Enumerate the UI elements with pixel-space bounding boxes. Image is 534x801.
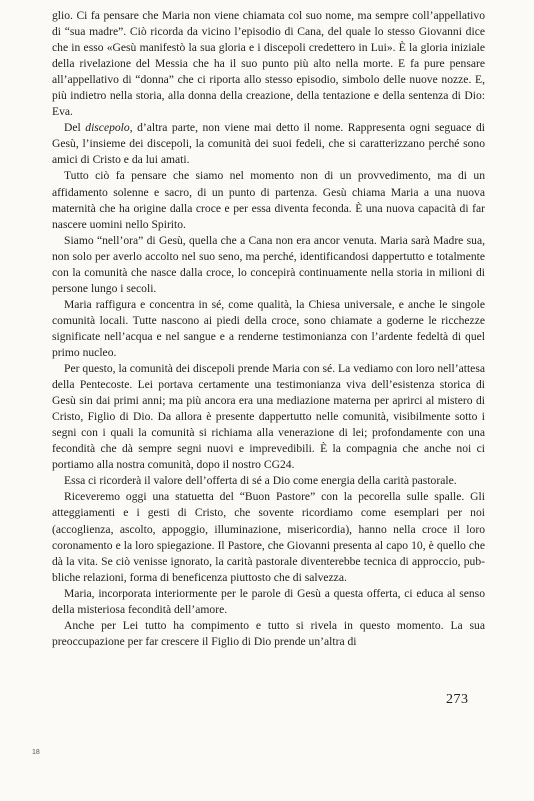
paragraph-5: Maria raffigura e concentra in sé, come qualità, la Chiesa universale, e anche le singole comunità locali. Tutte nascono ai piedi della croce, sono chiamate a goderne le ricchezze significate nell’acqua e nel sangue e a renderne testimonianza con l’ardente fedeltà di quel primo nucleo. (52, 297, 485, 359)
printer-mark: 18 (32, 749, 40, 756)
paragraph-6: Per questo, la comunità dei discepoli prende Maria con sé. La vediamo con loro nell’attesa della Pentecoste. Lei portava certamente una testimonianza viva dell’esistenza storica di Gesù sin dai primi anni; ma più ancora era una mediazione materna per aprirci al mistero di Cristo, Figlio di Dio. Da allora è presente dappertutto nelle comunità, visibilmente sotto i segni con i quali la comunità si richiama alla venerazione di lei; profondamente con una fecondità che dà sempre segni nuovi e imprevedibili. È la compagnia che anche noi ci portiamo alla nostra comunità, dopo il nostro CG24. (52, 362, 485, 472)
paragraph-2-text: , d’altra parte, non viene mai detto il nome. Rappresenta ogni seguace di Gesù, l’insieme dei discepoli, la comunità dei suoi fedeli, che si caratterizzano perché sono amici di Cristo e da lui amati. (52, 121, 485, 167)
body-text (52, 8, 485, 650)
paragraph-7: Essa ci ricorderà il valore dell’offerta di sé a Dio come energia della carità pastorale. (64, 474, 457, 488)
italic-word: discepolo (85, 121, 130, 135)
paragraph-10: Anche per Lei tutto ha compimento e tutto si rivela in questo momento. La sua preoccupazione per far crescere il Figlio di Dio prende un’altra di (52, 618, 485, 648)
paragraph-8: Riceveremo oggi una statuetta del “Buon Pastore” con la pecorella sulle spalle. Gli atteggiamenti e i gesti di Cristo, che sovente ricordiamo come esemplari per noi (accoglienza, ascolto, appoggio, illuminazione, misericordia), hanno nella croce il loro coronamento e la loro spiegazione. Il Pastore, che Giovanni presenta al capo 10, è quello che dà la vita. Se ciò venisse ignorato, la carità pastorale diventerebbe tecnica di approccio, pubbliche relazioni, forma di beneficenza piuttosto che di salvezza. (52, 490, 485, 584)
paragraph-3: Tutto ciò fa pensare che siamo nel momento non di un provvedimento, ma di un affidamento solenne e sacro, di un punto di partenza. Gesù chiama Maria a una nuova maternità che ha origine dalla croce e per essa diventa feconda. È una nuova capacità di far nascere uomini nello Spirito. (52, 169, 485, 231)
page-number: 273 (446, 692, 469, 707)
paragraph-1: glio. Ci fa pensare che Maria non viene chiamata col suo nome, ma sempre coll’appellativo di “sua madre”. Ciò ricorda da vicino l’episodio di Cana, del quale lo stesso Giovanni dice che in esso «Gesù manifestò la sua gloria e i discepoli credettero in Lui». È la gloria iniziale della rivelazione del Messia che ha il suo punto più alto nella morte. E fa pure pensare all’appellativo di “donna” che ci riporta allo stesso episodio, simbolo delle nuove nozze. E, più indietro nella storia, alla donna della creazione, della tentazione e della sentenza di Dio: Eva. (52, 9, 485, 119)
paragraph-4: Siamo “nell’ora” di Gesù, quella che a Cana non era ancor venuta. Maria sarà Madre sua, non solo per averlo accolto nel suo seno, ma perché, identificandosi dappertutto e totalmente con la comunità che nasce dalla croce, lo concepirà continuamente nella storia in milioni di persone lungo i secoli. (52, 233, 485, 295)
paragraph-2: Del discepolo, d’altra parte, non viene mai detto il nome. Rappresenta ogni seguace di Gesù, l’insieme dei discepoli, la comunità dei suoi fedeli, che si caratterizzano perché sono amici di Cristo e da lui amati. (52, 121, 485, 167)
paragraph-9: Maria, incorporata interiormente per le parole di Gesù a questa offerta, ci educa al senso della misteriosa fecondità dell’amore. (52, 586, 485, 616)
